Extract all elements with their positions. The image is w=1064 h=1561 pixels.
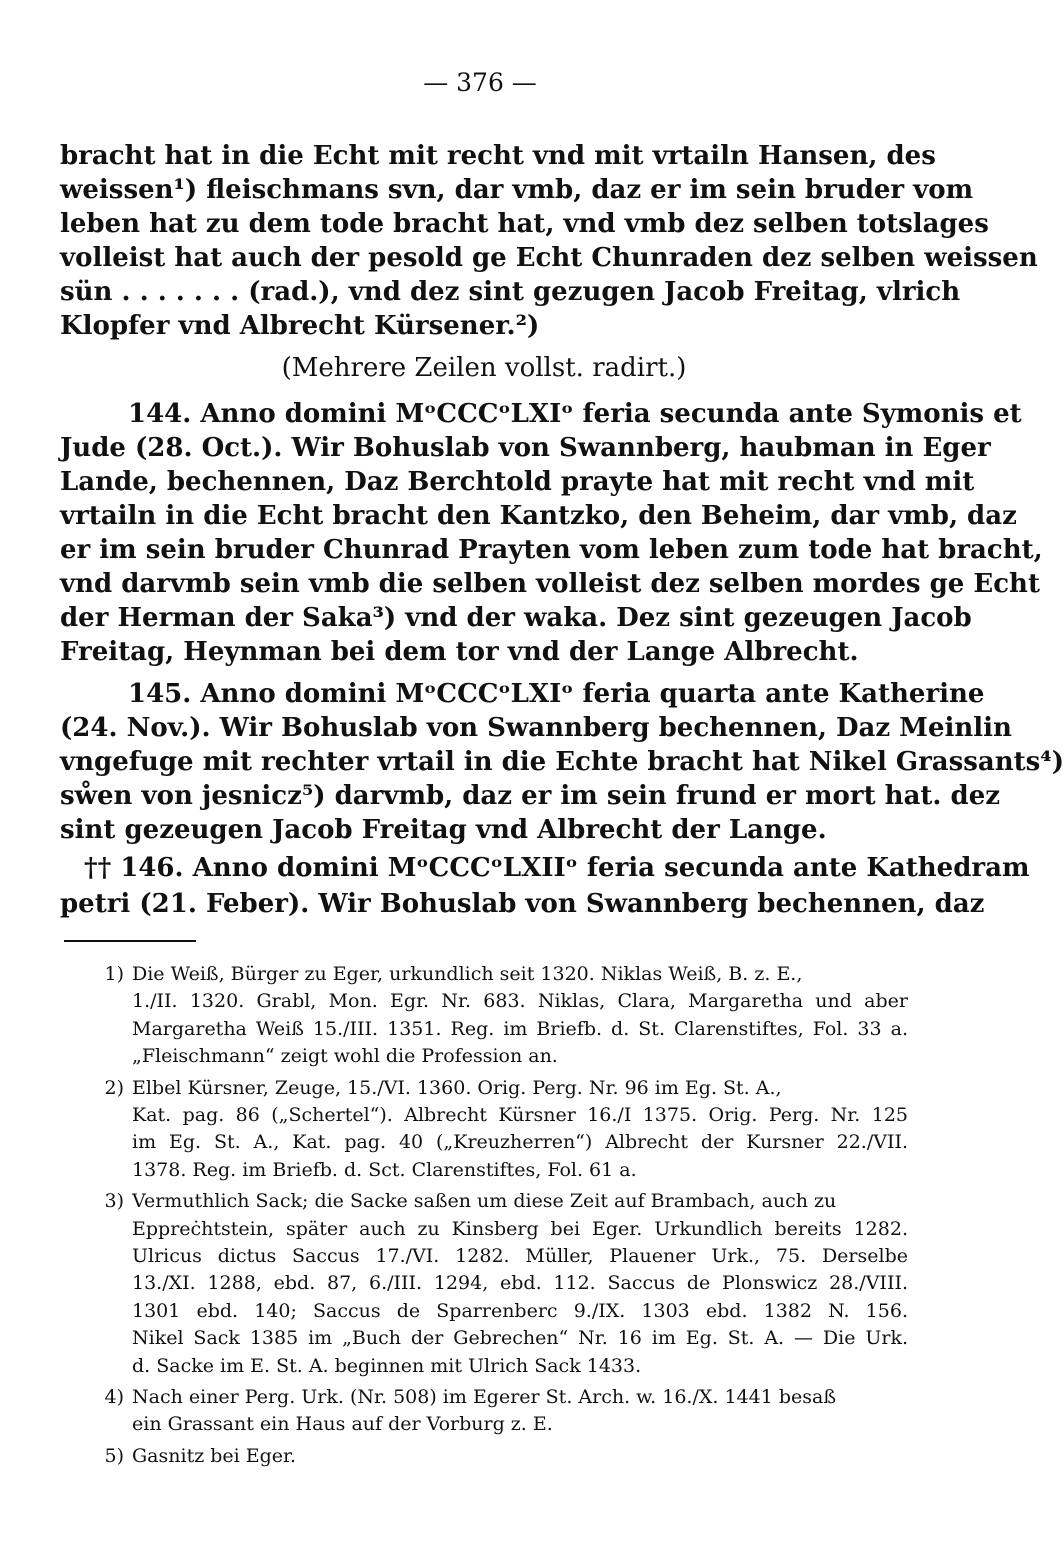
text-line: Klopfer vnd Albrecht Kürsener.²) <box>60 311 540 341</box>
footnote-line <box>60 1189 908 1213</box>
text-line: bracht hat in die Echt mit recht vnd mit vrtailn Hansen, des <box>60 141 936 171</box>
footnote-line: Margaretha Weiß 15./III. 1351. Reg. im Briefb. d. St. Clarenstiftes, Fol. 33 a. <box>132 1017 908 1040</box>
footnote-text: Gasnitz bei Eger. <box>132 1444 297 1467</box>
text-line: der Herman der Saka³) vnd der waka. Dez sint gezeugen Jacob <box>60 603 972 633</box>
footnote-line: d. Sacke im E. St. A. beginnen mit Ulrich Sack 1433. <box>132 1354 642 1377</box>
footnote-number: 4) <box>104 1386 124 1408</box>
footnote-text: Nach einer Perg. Urk. (Nr. 508) im Egerer St. Arch. w. 16./X. 1441 besaß <box>132 1386 837 1408</box>
footnote-line: Nikel Sack 1385 im „Buch der Gebrechen“ Nr. 16 im Eg. St. A. — Die Urk. <box>132 1327 908 1350</box>
footnote-line: „Fleischmann“ zeigt wohl die Profession an. <box>132 1045 558 1068</box>
footnote-separator <box>64 940 196 942</box>
footnote-text: Die Weiß, Bürger zu Eger, urkundlich seit 1320. Niklas Weiß, B. z. E., <box>132 963 803 985</box>
footnote-line: Eppreċhtstein, später auch zu Kinsberg bei Eger. Urkundlich bereits 1282. <box>132 1217 908 1240</box>
footnote-number: 1) <box>104 963 124 985</box>
footnote-line: 1./II. 1320. Grabl, Mon. Egr. Nr. 683. Niklas, Clara, Margaretha und aber <box>132 990 908 1013</box>
text-line: Freitag, Heynman bei dem tor vnd der Lange Albrecht. <box>60 637 859 667</box>
text-line: petri (21. Feber). Wir Bohuslab von Swannberg bechennen, daz <box>60 889 985 919</box>
footnote-line: ein Grassant ein Haus auf der Vorburg z. E. <box>132 1413 553 1436</box>
text-line: vrtailn in die Echt bracht den Kantzko, den Beheim, dar vmb, daz <box>60 501 1017 531</box>
page-number: — 376 — <box>423 68 537 97</box>
text-line: sün . . . . . . . (rad.), vnd dez sint gezugen Jacob Freitag, vlrich <box>60 277 961 307</box>
text-line: Lande, bechennen, Daz Berchtold prayte hat mit recht vnd mit <box>60 467 975 497</box>
text-line: sint gezeugen Jacob Freitag vnd Albrecht der Lange. <box>60 815 827 845</box>
footnote-number: 2) <box>104 1076 124 1099</box>
text-line: †† 146. Anno domini MᵒCCCᵒLXIIᵒ feria secunda ante Kathedram <box>84 853 1030 883</box>
text-line: volleist hat auch der pesold ge Echt Chunraden dez selben weissen <box>60 243 1038 273</box>
footnote-line <box>60 1444 908 1468</box>
footnote-line: 1378. Reg. im Briefb. d. Sct. Clarenstiftes, Fol. 61 a. <box>132 1158 637 1181</box>
footnote-text: Vermuthlich Sack; die Sacke saßen um diese Zeit auf Brambach, auch zu <box>132 1190 837 1213</box>
footnote-text: Elbel Kürsner, Zeuge, 15./VI. 1360. Orig. Perg. Nr. 96 im Eg. St. A., <box>132 1076 782 1099</box>
text-line: vngefuge mit rechter vrtail in die Echte bracht hat Nikel Grassants⁴) <box>60 747 1064 777</box>
footnote-number: 3) <box>104 1190 124 1213</box>
footnote-number: 5) <box>104 1444 124 1467</box>
text-line: Jude (28. Oct.). Wir Bohuslab von Swannberg, haubman in Eger <box>60 433 991 463</box>
footnote-line: Kat. pag. 86 („Schertel“). Albrecht Kürsner 16./I 1375. Orig. Perg. Nr. 125 <box>132 1104 908 1126</box>
text-line: 144. Anno domini MᵒCCCᵒLXIᵒ feria secunda ante Symonis et <box>128 399 1022 429</box>
text-line: (24. Nov.). Wir Bohuslab von Swannberg bechennen, Daz Meinlin <box>60 713 1012 743</box>
text-line: 145. Anno domini MᵒCCCᵒLXIᵒ feria quarta ante Katherine <box>128 679 985 709</box>
footnote-line <box>60 1385 908 1409</box>
footnote-line: 13./XI. 1288, ebd. 87, 6./III. 1294, ebd. 112. Saccus de Plonswicz 28./VIII. <box>132 1272 908 1295</box>
footnote-line <box>60 962 908 986</box>
text-line: vnd darvmb sein vmb die selben volleist dez selben mordes ge Echt <box>60 569 1040 599</box>
text-line: weissen¹) fleischmans svn, dar vmb, daz er im sein bruder vom <box>60 175 974 205</box>
footnote-line: Ulricus dictus Saccus 17./VI. 1282. Müller, Plauener Urk., 75. Derselbe <box>132 1245 908 1267</box>
text-line: (Mehrere Zeilen vollst. radirt.) <box>281 353 687 383</box>
footnote-line: im Eg. St. A., Kat. pag. 40 („Kreuzherren“) Albrecht der Kursner 22./VII. <box>132 1131 908 1154</box>
footnote-line <box>60 1076 908 1100</box>
text-line: sẘen von jesnicz⁵) darvmb, daz er im sein frund er mort hat. dez <box>60 781 1001 811</box>
text-line: er im sein bruder Chunrad Prayten vom leben zum tode hat bracht, <box>60 535 1043 565</box>
text-line: leben hat zu dem tode bracht hat, vnd vmb dez selben totslages <box>60 209 989 239</box>
footnote-line: 1301 ebd. 140; Saccus de Sparrenberc 9./IX. 1303 ebd. 1382 N. 156. <box>132 1299 908 1322</box>
